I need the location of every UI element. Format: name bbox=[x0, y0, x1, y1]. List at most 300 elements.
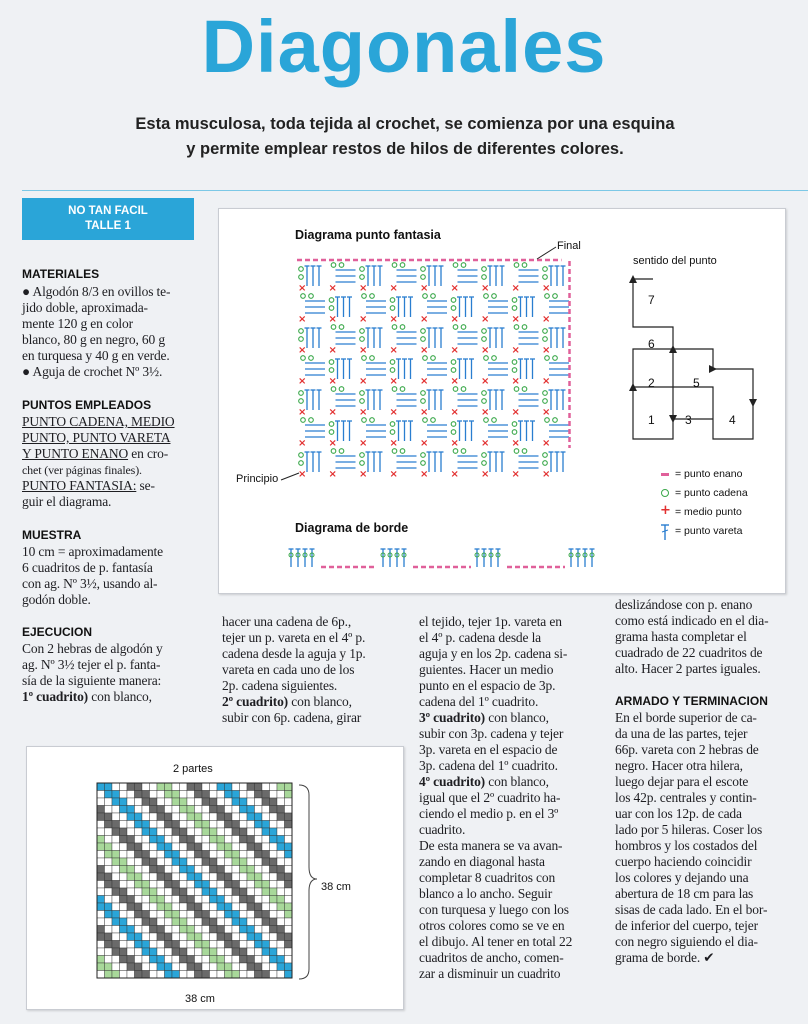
column-4-line: grama de borde. ✔ bbox=[615, 950, 715, 965]
cadena-stitch bbox=[431, 294, 436, 299]
cadena-stitch bbox=[512, 298, 517, 303]
schematic-cell bbox=[195, 851, 203, 859]
column-3-line bbox=[419, 710, 609, 726]
schematic-cell bbox=[157, 813, 165, 821]
materiales-text bbox=[22, 284, 200, 380]
schematic-cell bbox=[247, 926, 255, 934]
medio-punto-stitch: × bbox=[511, 407, 520, 418]
column-3-bold: 4º cuadrito) bbox=[419, 774, 486, 789]
legend-item bbox=[659, 486, 779, 505]
medio-punto-stitch: × bbox=[420, 438, 429, 449]
schematic-cell bbox=[112, 813, 120, 821]
schematic-cell bbox=[217, 896, 225, 904]
schematic-cell bbox=[127, 821, 135, 829]
schematic-cell bbox=[262, 896, 270, 904]
schematic-cell bbox=[195, 971, 203, 979]
schematic-cell bbox=[217, 851, 225, 859]
stitch-block bbox=[481, 418, 508, 449]
column-4-line: deslizándose con p. enano bbox=[615, 597, 753, 612]
cadena-stitch bbox=[390, 422, 395, 427]
cadena-stitch bbox=[461, 263, 466, 268]
legend-label: = medio punto bbox=[675, 506, 742, 518]
cadena-stitch bbox=[451, 360, 456, 365]
medio-punto-stitch: × bbox=[542, 376, 551, 387]
cadena-stitch bbox=[482, 267, 487, 272]
column-3-text-c bbox=[419, 790, 609, 982]
schematic-cell bbox=[105, 866, 113, 874]
legend-label: = punto vareta bbox=[675, 525, 743, 537]
schematic-cell bbox=[172, 971, 180, 979]
ejecucion-line: ag. Nº 3½ tejer el p. fanta- bbox=[22, 657, 161, 672]
cadena-stitch bbox=[392, 325, 397, 330]
schematic-cell bbox=[270, 903, 278, 911]
schematic-cell bbox=[172, 948, 180, 956]
schematic-cell bbox=[112, 896, 120, 904]
cadena-stitch bbox=[309, 294, 314, 299]
legend-label: = punto enano bbox=[675, 468, 743, 480]
schematic-cell bbox=[142, 791, 150, 799]
cadena-stitch bbox=[553, 356, 558, 361]
schematic-cell bbox=[135, 798, 143, 806]
cadena-stitch bbox=[543, 461, 548, 466]
column-3 bbox=[419, 614, 609, 982]
stitch-block bbox=[390, 421, 414, 449]
schematic-cell bbox=[255, 828, 263, 836]
schematic-cell bbox=[225, 926, 233, 934]
schematic-cell bbox=[112, 933, 120, 941]
height-brace bbox=[299, 785, 317, 979]
difficulty-badge bbox=[22, 198, 194, 240]
schematic-cell bbox=[225, 836, 233, 844]
schematic-cell bbox=[277, 971, 285, 979]
schematic-cell bbox=[285, 783, 293, 791]
ejecucion-bold: 1º cuadrito) bbox=[22, 689, 89, 704]
schematic-cell bbox=[135, 911, 143, 919]
schematic-cell bbox=[262, 813, 270, 821]
schematic-cell bbox=[232, 926, 240, 934]
schematic-cell bbox=[127, 851, 135, 859]
schematic-cell bbox=[97, 843, 105, 851]
cadena-stitch bbox=[362, 356, 367, 361]
cadena-stitch bbox=[392, 449, 397, 454]
materiales-line: mente 120 g en color bbox=[22, 316, 133, 331]
schematic-cell bbox=[255, 971, 263, 979]
stitch-block bbox=[359, 418, 386, 449]
schematic-cell bbox=[270, 783, 278, 791]
schematic-cell bbox=[97, 956, 105, 964]
column-2-text bbox=[222, 614, 412, 694]
schematic-cell bbox=[172, 798, 180, 806]
cadena-stitch bbox=[360, 453, 365, 458]
schematic-cell bbox=[120, 963, 128, 971]
schematic-cell bbox=[127, 948, 135, 956]
materiales-heading: MATERIALES bbox=[22, 267, 100, 281]
schematic-cell bbox=[195, 798, 203, 806]
schematic-cell bbox=[232, 843, 240, 851]
cadena-stitch bbox=[390, 306, 395, 311]
schematic-cell bbox=[142, 806, 150, 814]
stitch-block bbox=[512, 387, 539, 418]
stitch-block bbox=[390, 449, 417, 480]
medio-punto-stitch: × bbox=[511, 345, 520, 356]
schematic-cell bbox=[135, 881, 143, 889]
cadena-stitch bbox=[482, 329, 487, 334]
schematic-cell bbox=[285, 881, 293, 889]
schematic-cell bbox=[270, 881, 278, 889]
schematic-cell bbox=[195, 933, 203, 941]
schematic-cell bbox=[180, 956, 188, 964]
schematic-cell bbox=[247, 821, 255, 829]
schematic-cell bbox=[217, 911, 225, 919]
medio-punto-stitch: × bbox=[359, 376, 368, 387]
principio-label: Principio bbox=[236, 473, 279, 485]
cadena-stitch bbox=[543, 453, 548, 458]
subtitle bbox=[60, 112, 750, 162]
schematic-cell bbox=[187, 896, 195, 904]
schematic-cell bbox=[232, 948, 240, 956]
cadena-stitch bbox=[492, 418, 497, 423]
column-2-line: subir con 6p. cadena, girar bbox=[222, 710, 362, 725]
schematic-cell bbox=[270, 926, 278, 934]
schematic-cell bbox=[210, 813, 218, 821]
stitch-block bbox=[329, 387, 356, 418]
puntos-line bbox=[22, 446, 200, 462]
schematic-cell bbox=[225, 791, 233, 799]
sentido-label: sentido del punto bbox=[633, 255, 717, 267]
schematic-cell bbox=[202, 791, 210, 799]
schematic-cell bbox=[105, 971, 113, 979]
cadena-stitch bbox=[553, 418, 558, 423]
schematic-cell bbox=[172, 963, 180, 971]
schematic-cell bbox=[187, 918, 195, 926]
schematic-cell bbox=[210, 843, 218, 851]
schematic-cell bbox=[97, 948, 105, 956]
schematic-cell bbox=[262, 956, 270, 964]
column-3-line: 3p. cadena del 1º cuadrito. bbox=[419, 758, 558, 773]
schematic-cell bbox=[157, 963, 165, 971]
schematic-cell bbox=[97, 821, 105, 829]
schematic-cell bbox=[142, 933, 150, 941]
schematic-cell bbox=[157, 791, 165, 799]
medio-punto-stitch: × bbox=[420, 345, 429, 356]
stitch-block bbox=[329, 359, 353, 387]
medio-punto-stitch: × bbox=[298, 314, 307, 325]
schematic-cell bbox=[202, 881, 210, 889]
stitch-block bbox=[451, 297, 475, 325]
puntos-line: guir el diagrama. bbox=[22, 494, 112, 509]
schematic-cell bbox=[97, 903, 105, 911]
cadena-stitch bbox=[543, 329, 548, 334]
schematic-cell bbox=[142, 858, 150, 866]
schematic-cell bbox=[247, 873, 255, 881]
cadena-stitch bbox=[421, 391, 426, 396]
cadena-stitch bbox=[299, 391, 304, 396]
stitch-block bbox=[329, 421, 353, 449]
step-5: 5 bbox=[693, 376, 700, 390]
schematic-cell bbox=[120, 896, 128, 904]
schematic-cell bbox=[255, 888, 263, 896]
schematic-cell bbox=[217, 836, 225, 844]
schematic-cell bbox=[270, 918, 278, 926]
cadena-stitch bbox=[545, 356, 550, 361]
schematic-cell bbox=[247, 971, 255, 979]
stitch-block bbox=[542, 266, 566, 294]
schematic-cell bbox=[150, 843, 158, 851]
puntos-rest: en cro- bbox=[128, 446, 169, 461]
schematic-cell bbox=[180, 926, 188, 934]
schematic-cell bbox=[97, 791, 105, 799]
schematic-cell bbox=[262, 791, 270, 799]
cadena-stitch bbox=[423, 294, 428, 299]
schematic-cell bbox=[97, 918, 105, 926]
schematic-cell bbox=[262, 828, 270, 836]
schematic-cell bbox=[285, 851, 293, 859]
schematic-cell bbox=[285, 813, 293, 821]
cadena-stitch bbox=[400, 325, 405, 330]
cadena-stitch bbox=[482, 453, 487, 458]
stitch-block bbox=[451, 263, 478, 294]
border-block bbox=[289, 549, 315, 567]
cadena-stitch bbox=[492, 294, 497, 299]
medio-punto-stitch: × bbox=[481, 376, 490, 387]
column-4-line: da una de las partes, tejer bbox=[615, 726, 748, 741]
schematic-cell bbox=[97, 798, 105, 806]
schematic-cell bbox=[262, 866, 270, 874]
schematic-cell bbox=[262, 888, 270, 896]
schematic-cell bbox=[240, 941, 248, 949]
schematic-cell bbox=[270, 948, 278, 956]
medio-punto-stitch: × bbox=[542, 407, 551, 418]
schematic-cell bbox=[150, 933, 158, 941]
puntos-line bbox=[22, 478, 200, 494]
schematic-cell bbox=[240, 836, 248, 844]
stitch-block bbox=[542, 328, 566, 356]
schematic-cell bbox=[165, 918, 173, 926]
schematic-cell bbox=[247, 918, 255, 926]
schematic-cell bbox=[150, 971, 158, 979]
schematic-cell bbox=[210, 836, 218, 844]
schematic-cell bbox=[150, 873, 158, 881]
punto-cadena-icon bbox=[661, 489, 669, 497]
cadena-stitch bbox=[431, 418, 436, 423]
column-4-line: negro. Hacer otra hilera, bbox=[615, 758, 743, 773]
stitch-block bbox=[298, 294, 325, 325]
schematic-cell bbox=[150, 963, 158, 971]
schematic-cell bbox=[225, 941, 233, 949]
schematic-cell bbox=[232, 866, 240, 874]
schematic-cell bbox=[232, 911, 240, 919]
schematic-cell bbox=[105, 911, 113, 919]
schematic-cell bbox=[195, 903, 203, 911]
schematic-cell bbox=[210, 956, 218, 964]
schematic-cell bbox=[255, 813, 263, 821]
cadena-stitch bbox=[390, 298, 395, 303]
schematic-cell bbox=[172, 783, 180, 791]
schematic-cell bbox=[210, 888, 218, 896]
schematic-cell bbox=[217, 956, 225, 964]
stitch-block bbox=[481, 266, 505, 294]
schematic-cell bbox=[180, 903, 188, 911]
schematic-cell bbox=[150, 896, 158, 904]
stitch-block bbox=[512, 359, 536, 387]
schematic-cell bbox=[97, 866, 105, 874]
schematic-cell bbox=[120, 873, 128, 881]
medio-punto-stitch: × bbox=[450, 345, 459, 356]
schematic-cell bbox=[105, 881, 113, 889]
schematic-cell bbox=[157, 926, 165, 934]
medio-punto-stitch: × bbox=[420, 376, 429, 387]
medio-punto-stitch: × bbox=[389, 283, 398, 294]
schematic-cell bbox=[127, 858, 135, 866]
schematic-cell bbox=[202, 911, 210, 919]
column-3-line: De esta manera se va avan- bbox=[419, 838, 563, 853]
schematic-cell bbox=[120, 798, 128, 806]
schematic-cell bbox=[202, 806, 210, 814]
schematic-cell bbox=[112, 866, 120, 874]
schematic-cell bbox=[247, 956, 255, 964]
schematic-cell bbox=[150, 836, 158, 844]
cadena-stitch bbox=[421, 337, 426, 342]
medio-punto-stitch: × bbox=[450, 469, 459, 480]
schematic-cell bbox=[195, 963, 203, 971]
schematic-cell bbox=[97, 911, 105, 919]
schematic-cell bbox=[202, 918, 210, 926]
schematic-cell bbox=[210, 783, 218, 791]
schematic-cell bbox=[255, 836, 263, 844]
cadena-stitch bbox=[309, 356, 314, 361]
stitch-block bbox=[481, 328, 505, 356]
schematic-cell bbox=[150, 956, 158, 964]
stitch-block bbox=[390, 263, 417, 294]
schematic-cell bbox=[285, 866, 293, 874]
schematic-cell bbox=[165, 933, 173, 941]
stitch-block bbox=[420, 356, 447, 387]
schematic-cell bbox=[225, 828, 233, 836]
column-2 bbox=[222, 614, 412, 726]
medio-punto-stitch: × bbox=[450, 283, 459, 294]
stitch-block bbox=[512, 297, 536, 325]
schematic-cell bbox=[255, 798, 263, 806]
cadena-stitch bbox=[329, 430, 334, 435]
schematic-cell bbox=[150, 798, 158, 806]
column-4-line: sisas de cada lado. En el bor- bbox=[615, 902, 768, 917]
schematic-cell bbox=[165, 881, 173, 889]
schematic-cell bbox=[157, 896, 165, 904]
cadena-stitch bbox=[453, 449, 458, 454]
schematic-cell bbox=[165, 948, 173, 956]
schematic-cell bbox=[120, 783, 128, 791]
cadena-stitch bbox=[512, 368, 517, 373]
medio-punto-stitch: × bbox=[511, 438, 520, 449]
schematic-cell bbox=[97, 828, 105, 836]
schematic-cell bbox=[105, 896, 113, 904]
schematic-cell bbox=[240, 866, 248, 874]
schematic-cell bbox=[247, 791, 255, 799]
schematic-cell bbox=[180, 911, 188, 919]
medio-punto-stitch: × bbox=[298, 438, 307, 449]
schematic-cell bbox=[202, 963, 210, 971]
schematic-cell bbox=[240, 828, 248, 836]
cadena-stitch bbox=[339, 325, 344, 330]
schematic-cell bbox=[172, 918, 180, 926]
medio-punto-stitch: × bbox=[450, 314, 459, 325]
schematic-cell bbox=[270, 933, 278, 941]
schematic-cell bbox=[217, 858, 225, 866]
subtitle-line-2: y permite emplear restos de hilos de diferentes colores. bbox=[186, 140, 624, 158]
cadena-stitch bbox=[451, 422, 456, 427]
schematic-cell bbox=[150, 866, 158, 874]
arrow-icon bbox=[749, 399, 757, 407]
schematic-cell bbox=[120, 888, 128, 896]
schematic-cell bbox=[135, 858, 143, 866]
schematic-cell bbox=[255, 926, 263, 934]
stitch-block bbox=[420, 328, 444, 356]
schematic-cell bbox=[120, 836, 128, 844]
medio-punto-stitch: × bbox=[450, 376, 459, 387]
column-4-line: con negro siguiendo el dia- bbox=[615, 934, 758, 949]
schematic-cell bbox=[165, 903, 173, 911]
schematic-cell bbox=[127, 888, 135, 896]
schematic-cell bbox=[210, 821, 218, 829]
medio-punto-stitch: × bbox=[420, 283, 429, 294]
schematic-cell bbox=[150, 783, 158, 791]
schematic-cell bbox=[120, 918, 128, 926]
schematic-cell bbox=[150, 881, 158, 889]
schematic-cell bbox=[120, 941, 128, 949]
schematic-cell bbox=[247, 843, 255, 851]
medio-punto-stitch: × bbox=[481, 438, 490, 449]
schematic-cell bbox=[262, 918, 270, 926]
schematic-cell bbox=[270, 866, 278, 874]
cadena-stitch bbox=[360, 391, 365, 396]
schematic-cell bbox=[202, 873, 210, 881]
schematic-cell bbox=[277, 851, 285, 859]
schematic-cell bbox=[187, 813, 195, 821]
schematic-cell bbox=[270, 821, 278, 829]
column-4-line: uar con los 12p. de cada bbox=[615, 806, 742, 821]
schematic-cell bbox=[172, 881, 180, 889]
column-4-line: En el borde superior de ca- bbox=[615, 710, 757, 725]
schematic-cell bbox=[120, 911, 128, 919]
stitch-block bbox=[329, 325, 356, 356]
column-3-line: cadena del 1º cuadrito. bbox=[419, 694, 539, 709]
column-3-line: igual que el 2º cuadrito ha- bbox=[419, 790, 561, 805]
cadena-stitch bbox=[451, 430, 456, 435]
stitch-grid bbox=[297, 260, 570, 480]
schematic-cell bbox=[195, 783, 203, 791]
schematic-cell bbox=[127, 911, 135, 919]
schematic-cell bbox=[232, 971, 240, 979]
cadena-stitch bbox=[484, 418, 489, 423]
medio-punto-stitch: × bbox=[389, 345, 398, 356]
medio-punto-stitch: × bbox=[359, 438, 368, 449]
stitch-block bbox=[298, 418, 325, 449]
cadena-stitch bbox=[329, 422, 334, 427]
schematic-cell bbox=[157, 866, 165, 874]
schematic-cell bbox=[97, 963, 105, 971]
schematic-cell bbox=[195, 821, 203, 829]
stitch-block bbox=[329, 263, 356, 294]
schematic-cell bbox=[97, 813, 105, 821]
final-label: Final bbox=[557, 240, 581, 252]
cadena-stitch bbox=[512, 306, 517, 311]
schematic-cell bbox=[157, 798, 165, 806]
cadena-stitch bbox=[553, 294, 558, 299]
stitch-block bbox=[542, 356, 569, 387]
punto-vareta-icon bbox=[659, 523, 671, 541]
schematic-cell bbox=[255, 963, 263, 971]
legend bbox=[659, 467, 779, 543]
